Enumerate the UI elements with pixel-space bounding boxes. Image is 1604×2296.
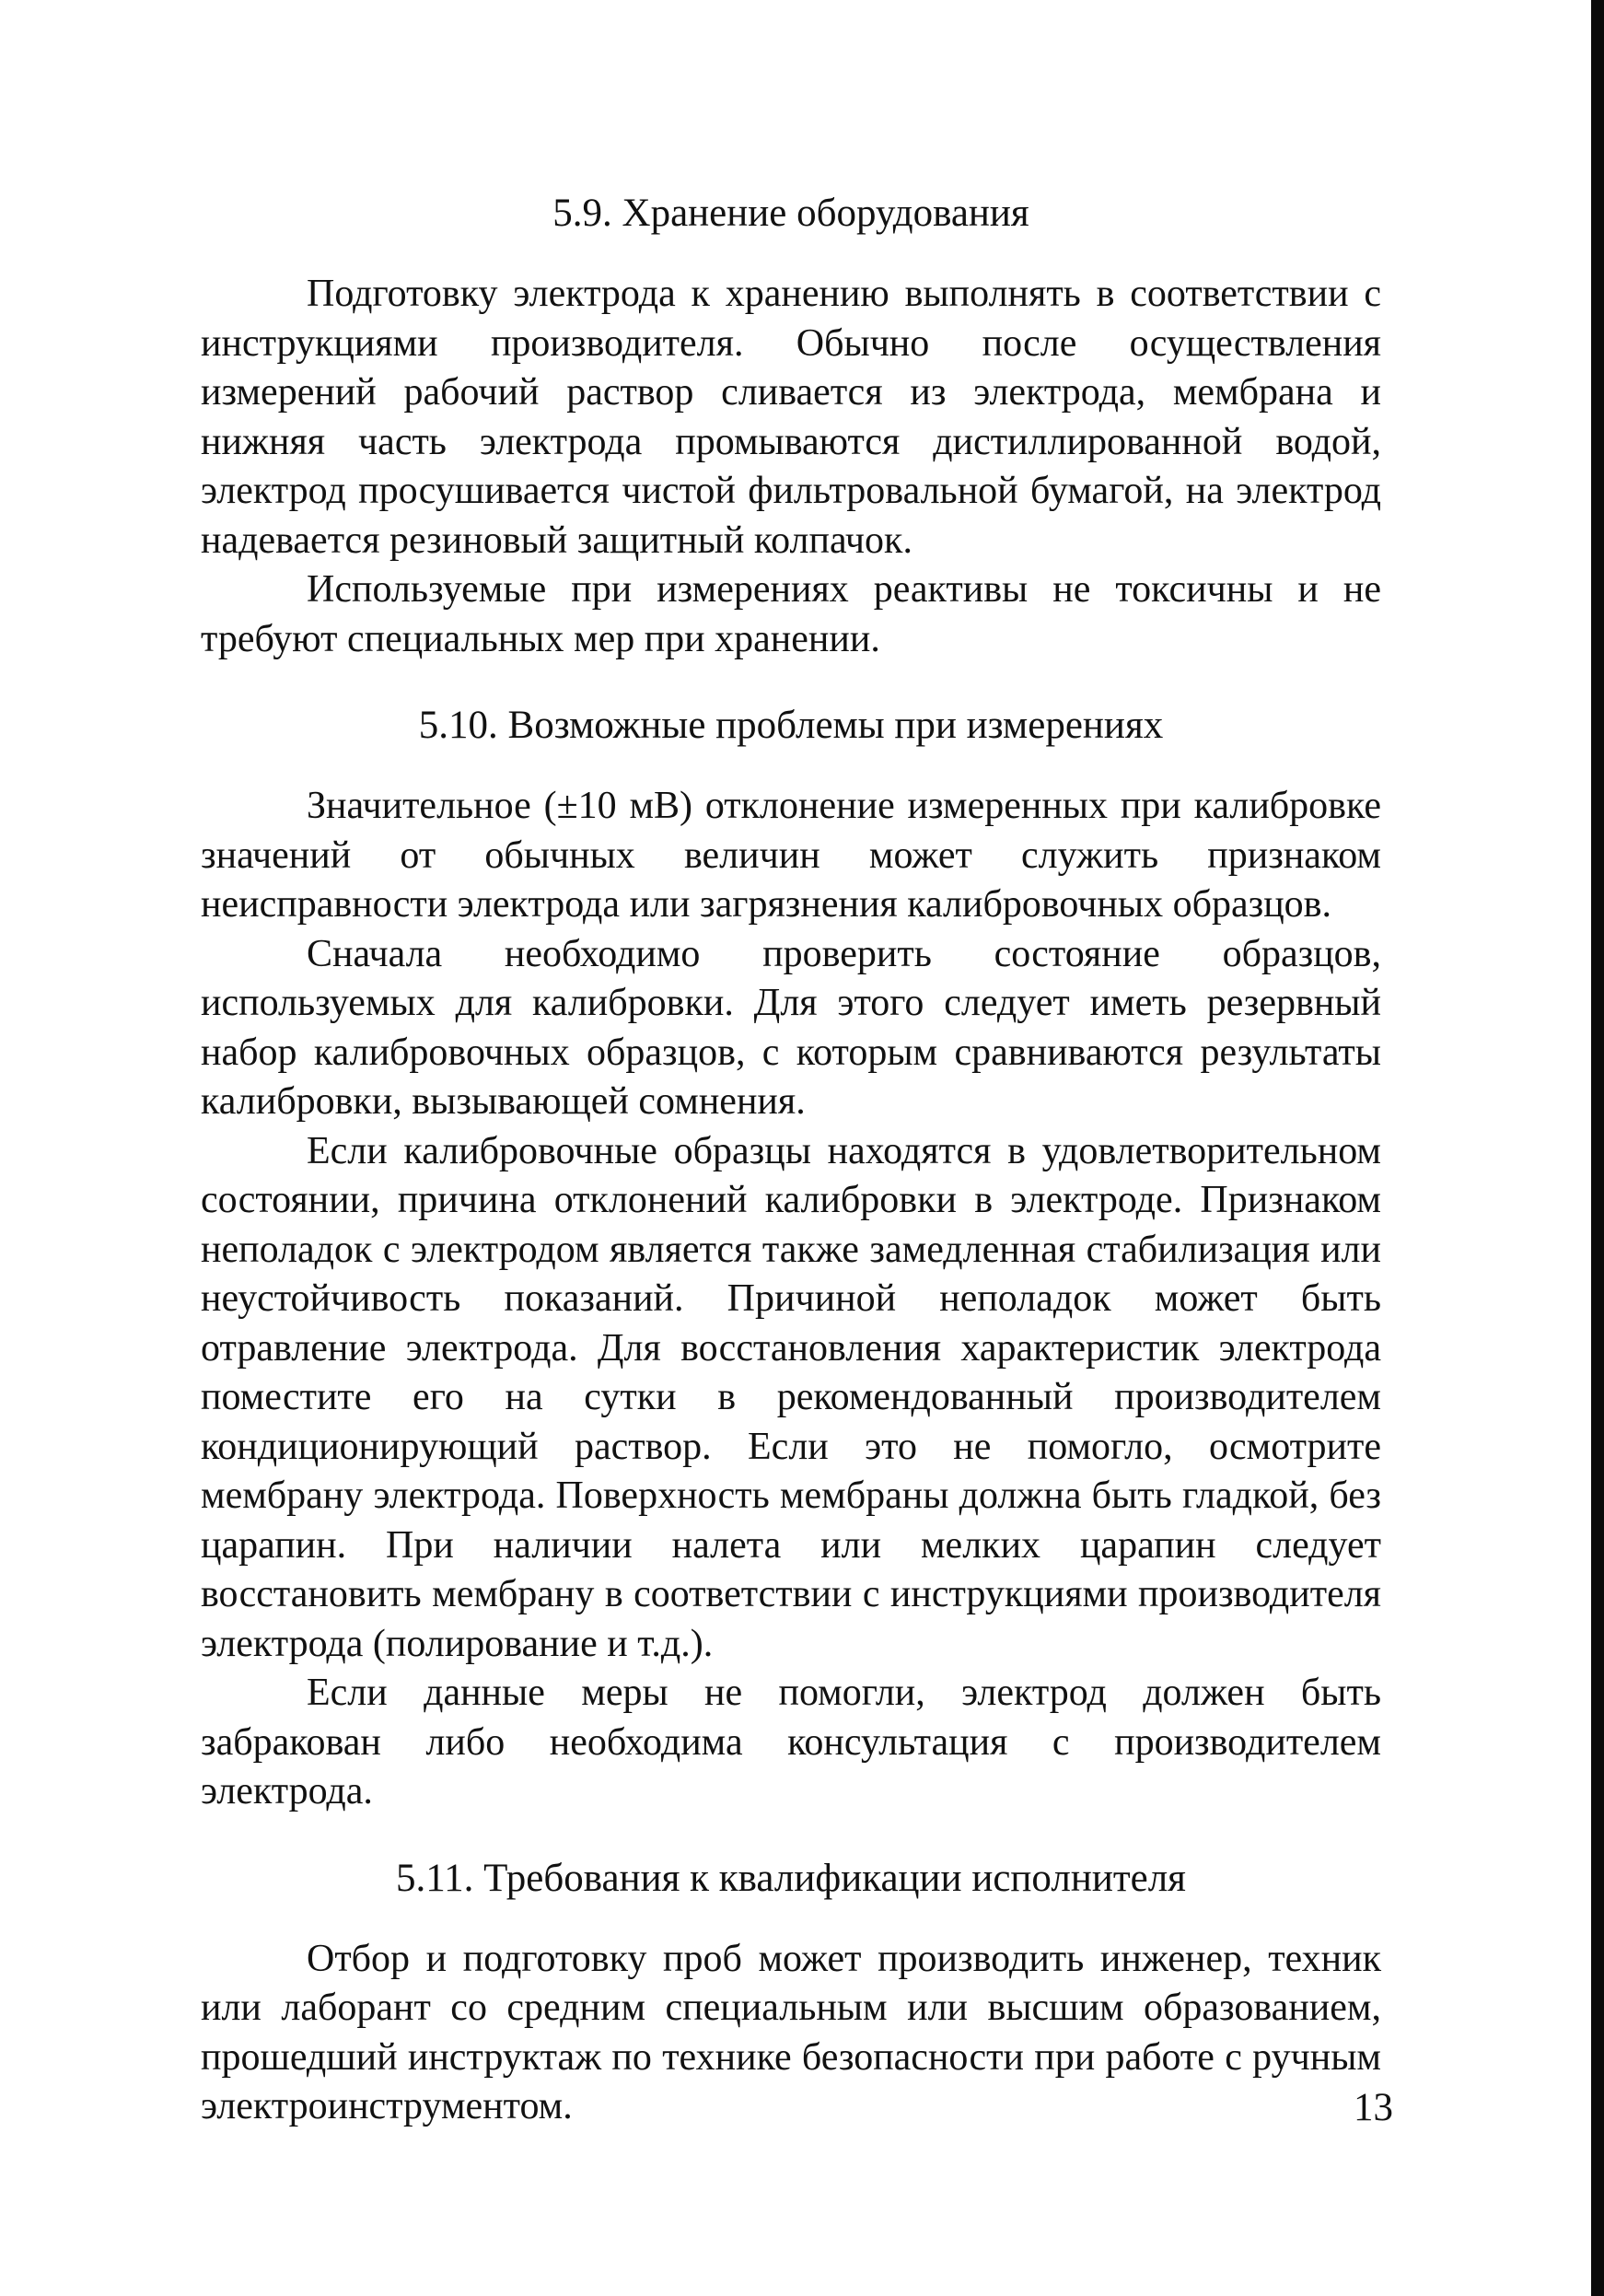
- paragraph: Значительное (±10 мВ) отклонение измеренных при калибровке значений от обычных величин может служить признаком неисправности электрода или загрязнения калибровочных образцов.: [201, 785, 1381, 926]
- page-number: 13: [1354, 2086, 1393, 2129]
- section-heading: 5.9. Хранение оборудования: [552, 192, 1029, 235]
- section-heading: 5.10. Возможные проблемы при измерениях: [418, 704, 1164, 747]
- paragraph: Сначала необходимо проверить состояние образцов, используемых для калибровки. Для этого следует иметь резервный набор калибровочных образцов, с которым сравниваются результаты калибровки, вызывающей сомнения.: [201, 932, 1381, 1123]
- paragraph: Если калибровочные образцы находятся в удовлетворительном состоянии, причина отклонений калибровки в электроде. Признаком неполадок с электродом является также замедленная стабилизация или неустойчивость показаний. Причиной неполадок может быть отравление электрода. Для восстановления характеристик электрода поместите его на сутки в рекомендованный производителем кондиционирующий раствор. Если это не помогло, осмотрите мембрану электрода. Поверхность мембраны должна быть гладкой, без царапин. При наличии налета или мелких царапин следует восстановить мембрану в соответствии с инструкциями производителя электрода (полирование и т.д.).: [201, 1129, 1381, 1665]
- section-5-10: [201, 701, 1381, 1817]
- section-heading: 5.11. Требования к квалификации исполнителя: [396, 1856, 1186, 1900]
- section-5-9: [201, 189, 1381, 664]
- section-5-11: [201, 1854, 1381, 2132]
- page-edge: [1591, 0, 1604, 2296]
- paragraph: Используемые при измерениях реактивы не токсичны и не требуют специальных мер при хранении.: [201, 568, 1381, 660]
- paragraph: Подготовку электрода к хранению выполнять в соответствии с инструкциями производителя. Обычно после осуществления измерений рабочий раствор сливается из электрода, мембрана и нижняя часть электрода промываются дистиллированной водой, электрод просушивается чистой фильтровальной бумагой, на электрод надевается резиновый защитный колпачок.: [201, 273, 1381, 562]
- page-content: [201, 189, 1381, 2132]
- paragraph: Если данные меры не помогли, электрод должен быть забракован либо необходима консультация с производителем электрода.: [201, 1672, 1381, 1812]
- paragraph: Отбор и подготовку проб может производить инженер, техник или лаборант со средним специальным или высшим образованием, прошедший инструктаж по технике безопасности при работе с ручным электроинструментом.: [201, 1937, 1381, 2127]
